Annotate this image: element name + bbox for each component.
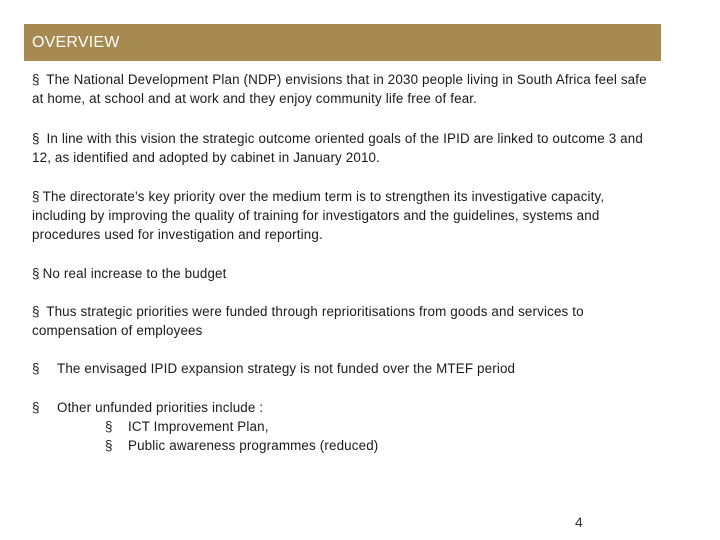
paragraph-text: In line with this vision the strategic outcome oriented goals of the IPID are linked to outcome 3 and 12, as identified and adopted by cabinet in January 2010. — [32, 131, 643, 165]
paragraph-text: The directorate’s key priority over the medium term is to strengthen its investigative capacity, including by improving the quality of training for investigators and the guidelines, systems and procedures used for investigation and reporting. — [32, 189, 605, 242]
bullet-icon: § — [32, 304, 40, 319]
bullet-icon: § — [105, 419, 113, 434]
sub-item-text: Public awareness programmes (reduced) — [128, 438, 379, 453]
bullet-icon: § — [32, 131, 40, 146]
paragraph-text: Thus strategic priorities were funded through reprioritisations from goods and services to compensation of employees — [32, 304, 584, 338]
paragraph-text: No real increase to the budget — [42, 266, 227, 281]
paragraph-priority — [32, 187, 652, 244]
bullet-icon: § — [32, 72, 40, 87]
paragraph-vision — [32, 129, 652, 167]
paragraph-reprioritisation — [32, 302, 652, 340]
list-item-unfunded — [32, 398, 263, 417]
list-item-text: The envisaged IPID expansion strategy is not funded over the MTEF period — [57, 361, 516, 376]
bullet-icon: § — [105, 438, 113, 453]
bullet-icon: § — [32, 361, 40, 376]
paragraph-ndp — [32, 70, 652, 108]
bullet-icon: § — [32, 189, 40, 204]
bullet-icon: § — [32, 400, 40, 415]
list-item-expansion — [32, 359, 515, 378]
sub-item-ict — [105, 417, 269, 436]
paragraph-text: The National Development Plan (NDP) envisions that in 2030 people living in South Africa feel safe at home, at school and at work and they enjoy community life free of fear. — [32, 72, 647, 106]
sub-item-text: ICT Improvement Plan, — [128, 419, 269, 434]
bullet-icon: § — [32, 266, 40, 281]
sub-item-awareness — [105, 436, 378, 455]
page-title: OVERVIEW — [32, 33, 120, 51]
list-item-text: Other unfunded priorities include : — [57, 400, 264, 415]
header-bar — [24, 24, 661, 61]
paragraph-budget — [32, 264, 652, 283]
page-number: 4 — [575, 514, 583, 530]
